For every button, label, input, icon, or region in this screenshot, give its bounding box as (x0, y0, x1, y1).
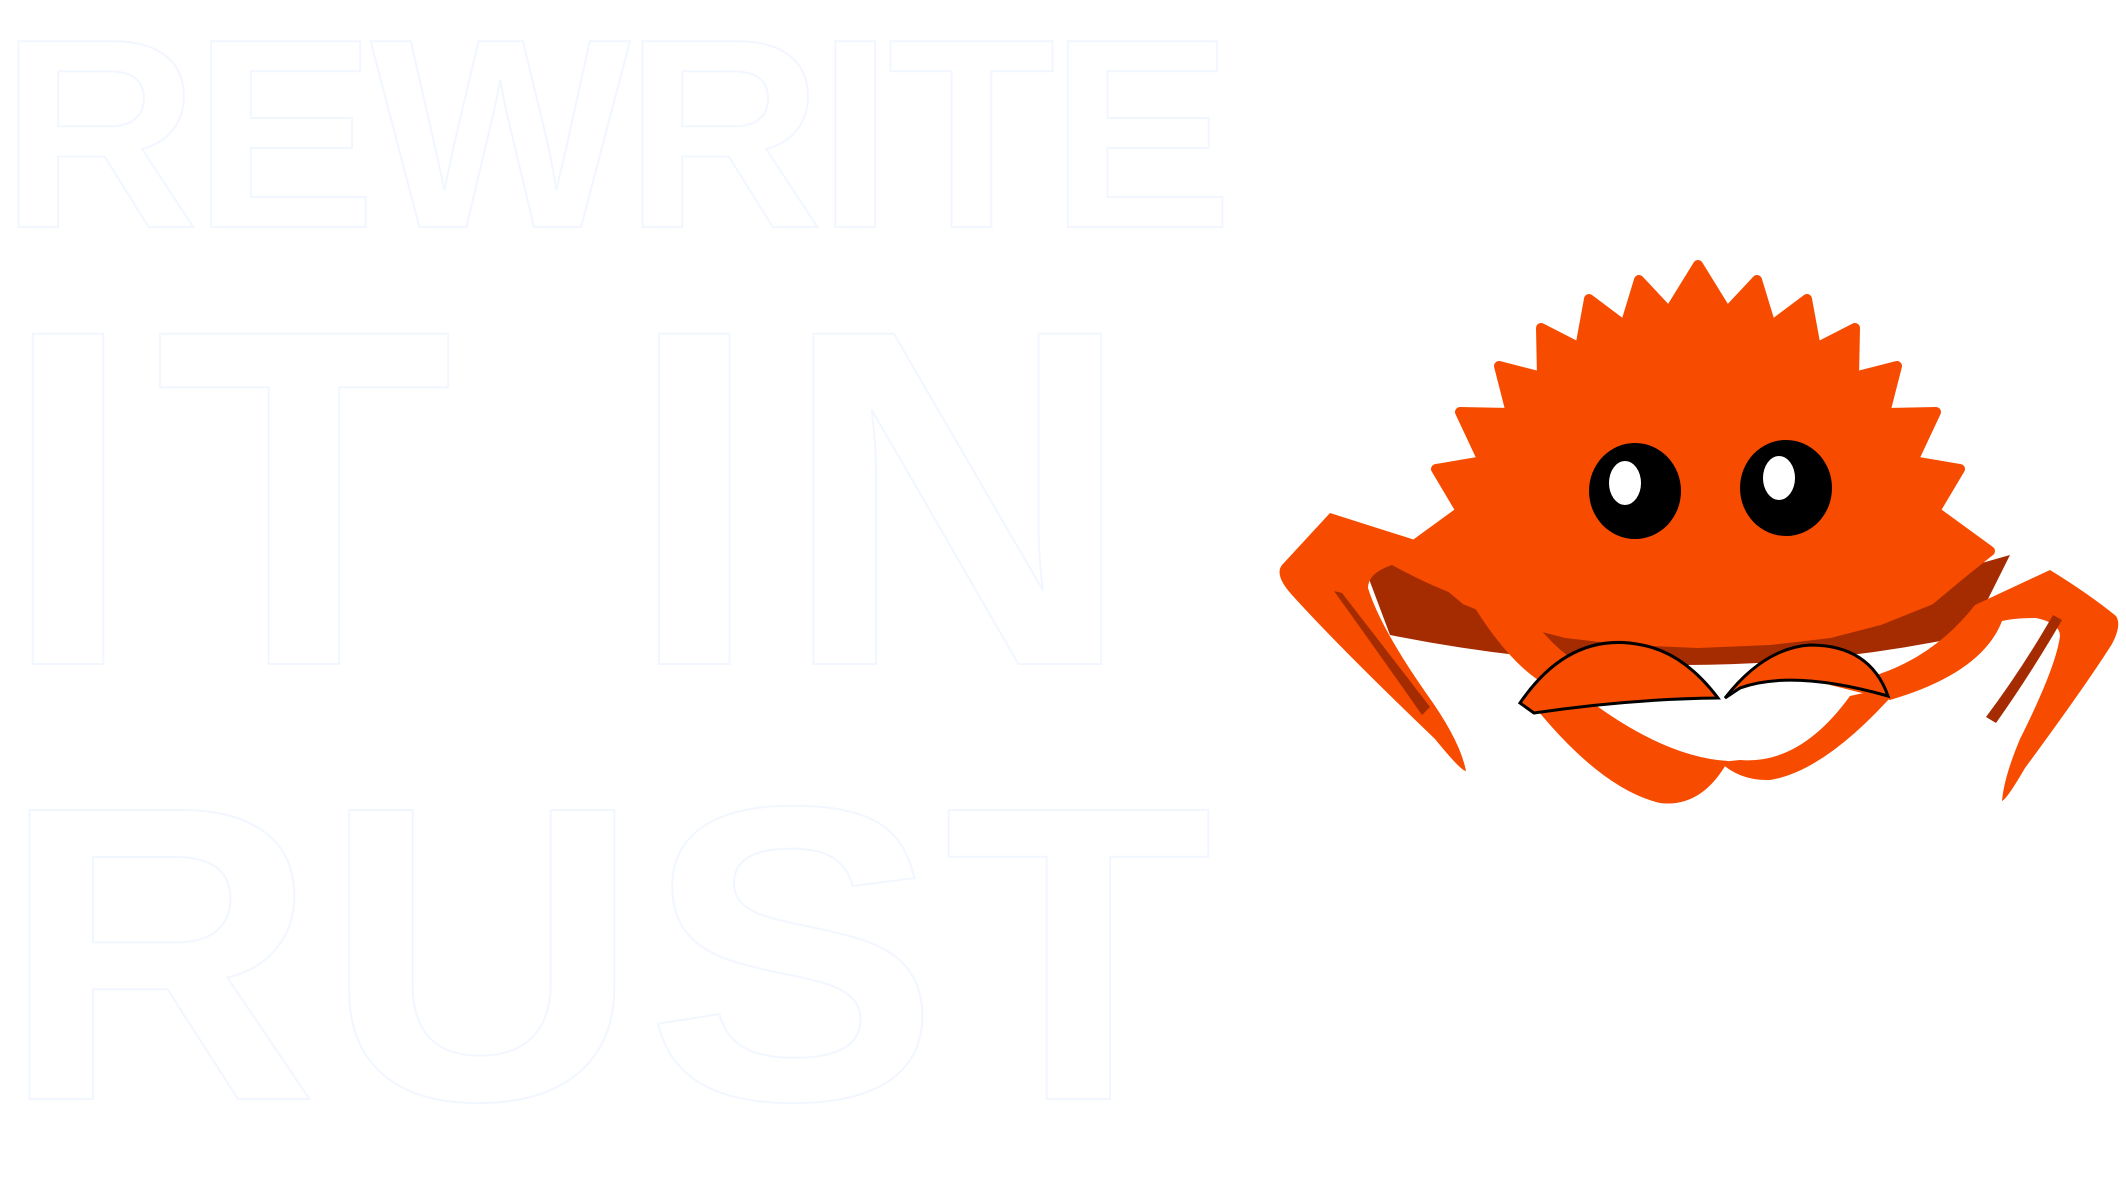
headline-line-rust: RUST (0, 720, 1218, 1189)
headline-line-rewrite: REWRITE (0, 0, 1227, 285)
crab-right-eye-highlight (1763, 456, 1795, 500)
ferris-crab-icon (1270, 255, 2126, 835)
crab-left-eye-highlight (1609, 461, 1641, 505)
headline-line-it-in: IT IN (0, 229, 1153, 766)
